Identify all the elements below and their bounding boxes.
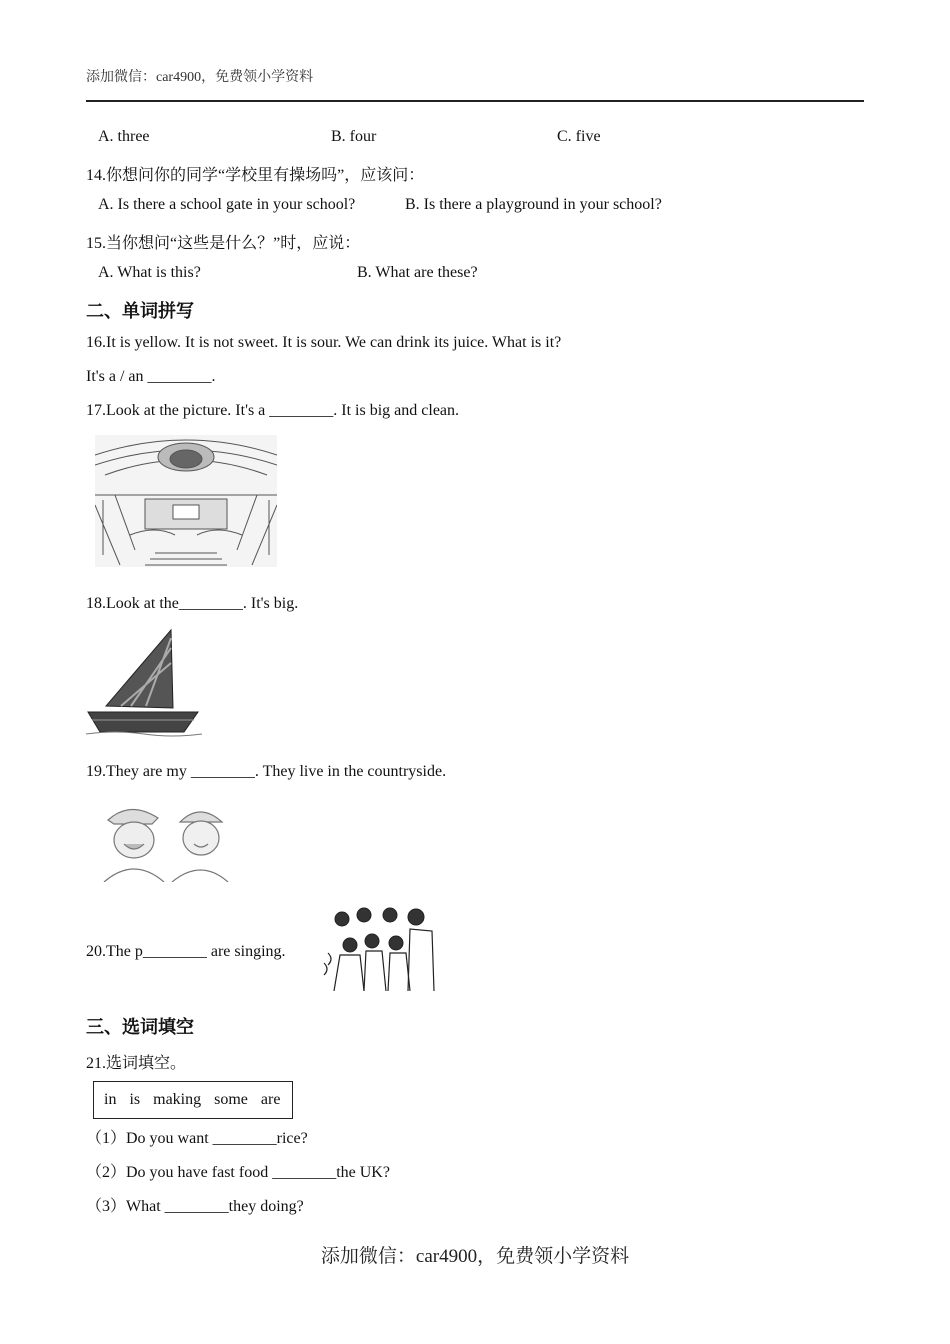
q19-text: 19.They are my ________. They live in the countryside. bbox=[86, 763, 447, 780]
q21-item-2: （2）Do you have fast food ________the UK? bbox=[86, 1164, 390, 1181]
word-bank bbox=[93, 1081, 293, 1119]
q17-text: 17.Look at the picture. It's a ________. It is big and clean. bbox=[86, 402, 460, 419]
q13-option-a: A. three bbox=[98, 128, 150, 145]
q14-option-a: A. Is there a school gate in your school? bbox=[98, 196, 356, 213]
q13-option-c: C. five bbox=[557, 128, 601, 145]
section-3-title: 三、选词填空 bbox=[86, 1017, 194, 1038]
word-bank-word: in bbox=[104, 1091, 117, 1108]
q15-question: 15.当你想问“这些是什么？”时，应说： bbox=[86, 235, 361, 252]
singing-people-image bbox=[320, 905, 440, 991]
word-bank-word: are bbox=[260, 1091, 281, 1108]
section-2-title: 二、单词拼写 bbox=[86, 301, 194, 322]
word-bank-word: is bbox=[129, 1091, 141, 1108]
grandparents-image bbox=[100, 800, 230, 882]
q15-option-a: A. What is this? bbox=[98, 264, 201, 281]
sailboat-image bbox=[86, 628, 202, 738]
page-header: 添加微信：car4900，免费领小学资料 bbox=[86, 70, 314, 85]
q14-question: 14.你想问你的同学“学校里有操场吗”，应该问： bbox=[86, 167, 425, 184]
page-footer: 添加微信：car4900，免费领小学资料 bbox=[320, 1246, 630, 1267]
q14-option-b: B. Is there a playground in your school? bbox=[405, 196, 662, 213]
q18-text: 18.Look at the________. It's big. bbox=[86, 595, 299, 612]
q13-option-b: B. four bbox=[331, 128, 377, 145]
q20-text: 20.The p________ are singing. bbox=[86, 943, 286, 960]
q16-text: 16.It is yellow. It is not sweet. It is sour. We can drink its juice. What is it? bbox=[86, 334, 562, 351]
q21-item-3: （3）What ________they doing? bbox=[86, 1198, 304, 1215]
q21-title: 21.选词填空。 bbox=[86, 1055, 187, 1072]
hall-image bbox=[95, 435, 277, 567]
q15-option-b: B. What are these? bbox=[357, 264, 478, 281]
word-bank-word: making bbox=[153, 1091, 202, 1108]
word-bank-word: some bbox=[214, 1091, 248, 1108]
q21-item-1: （1）Do you want ________rice? bbox=[86, 1130, 308, 1147]
q16-answer-line: It's a / an ________. bbox=[86, 368, 216, 385]
header-divider bbox=[86, 100, 864, 102]
